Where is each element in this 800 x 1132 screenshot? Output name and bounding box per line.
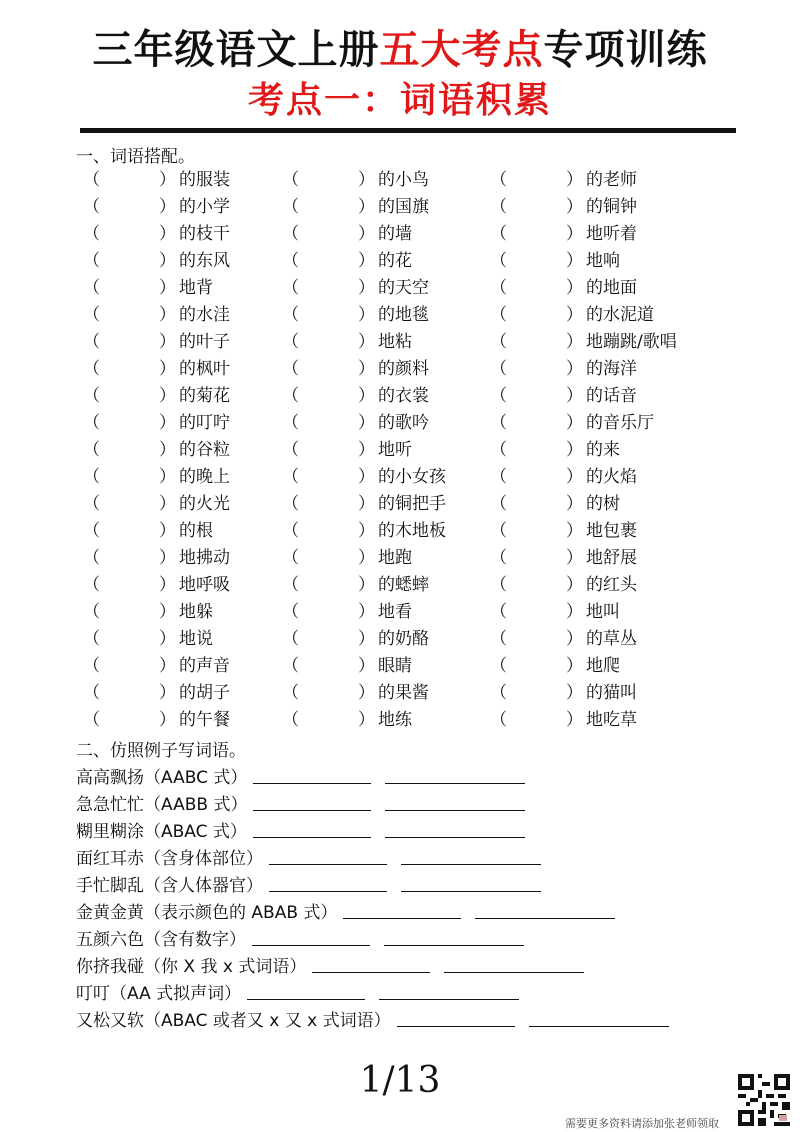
open-paren[interactable]: （: [282, 494, 299, 514]
example-line: [76, 869, 776, 896]
matching-word: 地蹦跳/歌唱: [586, 332, 677, 352]
answer-blank[interactable]: [529, 1026, 669, 1027]
answer-blank[interactable]: [247, 999, 365, 1000]
matching-word: 地背: [179, 278, 213, 298]
matching-word: 的国旗: [378, 197, 429, 217]
matching-word: 的午餐: [179, 710, 230, 730]
matching-row: [0, 437, 800, 464]
example-line: [76, 842, 776, 869]
close-paren: ）: [566, 656, 583, 676]
matching-row: [0, 410, 800, 437]
matching-row: [0, 653, 800, 680]
matching-word: 的海洋: [586, 359, 637, 379]
open-paren[interactable]: （: [282, 224, 299, 244]
open-paren[interactable]: （: [490, 602, 507, 622]
matching-word: 的铜把手: [378, 494, 446, 514]
matching-word: 地舒展: [586, 548, 637, 568]
matching-word: 的叶子: [179, 332, 230, 352]
close-paren: ）: [566, 710, 583, 730]
open-paren[interactable]: （: [282, 332, 299, 352]
matching-word: 地包裹: [586, 521, 637, 541]
matching-row: [0, 626, 800, 653]
qr-code-icon: [738, 1074, 790, 1126]
example-label: 手忙脚乱（含人体器官）: [76, 876, 263, 896]
open-paren[interactable]: （: [282, 602, 299, 622]
matching-word: 的服装: [179, 170, 230, 190]
close-paren: ）: [566, 278, 583, 298]
open-paren[interactable]: （: [83, 305, 100, 325]
example-line: [76, 923, 776, 950]
close-paren: ）: [159, 170, 176, 190]
open-paren[interactable]: （: [490, 170, 507, 190]
matching-word: 的天空: [378, 278, 429, 298]
open-paren[interactable]: （: [83, 359, 100, 379]
matching-word: 地响: [586, 251, 620, 271]
open-paren[interactable]: （: [282, 440, 299, 460]
close-paren: ）: [159, 197, 176, 217]
section2-heading: 二、仿照例子写词语。: [76, 741, 246, 761]
matching-word: 的来: [586, 440, 620, 460]
matching-word: 的话音: [586, 386, 637, 406]
title-highlight: 五大考点: [379, 27, 544, 73]
close-paren: ）: [358, 386, 375, 406]
close-paren: ）: [159, 278, 176, 298]
open-paren[interactable]: （: [282, 386, 299, 406]
close-paren: ）: [159, 467, 176, 487]
close-paren: ）: [566, 521, 583, 541]
matching-word: 的猫叫: [586, 683, 637, 703]
matching-word: 的歌吟: [378, 413, 429, 433]
answer-blank[interactable]: [444, 972, 584, 973]
matching-word: 地拂动: [179, 548, 230, 568]
matching-word: 地跑: [378, 548, 412, 568]
open-paren[interactable]: （: [83, 332, 100, 352]
open-paren[interactable]: （: [83, 656, 100, 676]
open-paren[interactable]: （: [490, 251, 507, 271]
close-paren: ）: [358, 683, 375, 703]
matching-word: 的水洼: [179, 305, 230, 325]
close-paren: ）: [358, 170, 375, 190]
close-paren: ）: [566, 413, 583, 433]
open-paren[interactable]: （: [83, 224, 100, 244]
close-paren: ）: [358, 440, 375, 460]
matching-word: 的奶酪: [378, 629, 429, 649]
example-label: 五颜六色（含有数字）: [76, 930, 246, 950]
matching-row: [0, 275, 800, 302]
matching-word: 的果酱: [378, 683, 429, 703]
open-paren[interactable]: （: [490, 575, 507, 595]
matching-word: 的铜钟: [586, 197, 637, 217]
close-paren: ）: [358, 710, 375, 730]
close-paren: ）: [566, 305, 583, 325]
matching-row: [0, 383, 800, 410]
answer-blank[interactable]: [253, 810, 371, 811]
open-paren[interactable]: （: [83, 629, 100, 649]
close-paren: ）: [159, 359, 176, 379]
answer-blank[interactable]: [385, 837, 525, 838]
close-paren: ）: [566, 224, 583, 244]
open-paren[interactable]: （: [282, 278, 299, 298]
example-label: 高高飘扬（AABC 式）: [76, 768, 248, 788]
matching-word: 的花: [378, 251, 412, 271]
close-paren: ）: [358, 548, 375, 568]
close-paren: ）: [159, 251, 176, 271]
close-paren: ）: [159, 494, 176, 514]
matching-word: 的草丛: [586, 629, 637, 649]
close-paren: ）: [159, 629, 176, 649]
matching-row: [0, 356, 800, 383]
close-paren: ）: [566, 251, 583, 271]
matching-word: 的根: [179, 521, 213, 541]
open-paren[interactable]: （: [490, 386, 507, 406]
close-paren: ）: [358, 602, 375, 622]
open-paren[interactable]: （: [490, 305, 507, 325]
matching-word: 的火焰: [586, 467, 637, 487]
matching-row: [0, 302, 800, 329]
matching-word: 的枫叶: [179, 359, 230, 379]
example-line: [76, 788, 776, 815]
matching-word: 地吃草: [586, 710, 637, 730]
example-line: [76, 896, 776, 923]
open-paren[interactable]: （: [83, 521, 100, 541]
close-paren: ）: [159, 602, 176, 622]
matching-row: [0, 329, 800, 356]
section1-heading: 一、词语搭配。: [76, 147, 195, 167]
example-label: 金黄金黄（表示颜色的 ABAB 式）: [76, 903, 338, 923]
example-line: [76, 815, 776, 842]
close-paren: ）: [159, 224, 176, 244]
matching-word: 地看: [378, 602, 412, 622]
close-paren: ）: [358, 197, 375, 217]
open-paren[interactable]: （: [282, 629, 299, 649]
close-paren: ）: [358, 224, 375, 244]
close-paren: ）: [159, 575, 176, 595]
open-paren[interactable]: （: [490, 629, 507, 649]
close-paren: ）: [358, 629, 375, 649]
example-label: 你挤我碰（你 X 我 x 式词语）: [76, 957, 307, 977]
close-paren: ）: [358, 413, 375, 433]
matching-word: 地爬: [586, 656, 620, 676]
example-label: 急急忙忙（AABB 式）: [76, 795, 248, 815]
close-paren: ）: [159, 548, 176, 568]
answer-blank[interactable]: [384, 945, 524, 946]
open-paren[interactable]: （: [282, 656, 299, 676]
open-paren[interactable]: （: [490, 683, 507, 703]
matching-word: 地粘: [378, 332, 412, 352]
open-paren[interactable]: （: [83, 197, 100, 217]
answer-blank[interactable]: [401, 891, 541, 892]
matching-word: 的火光: [179, 494, 230, 514]
close-paren: ）: [159, 683, 176, 703]
matching-word: 地听: [378, 440, 412, 460]
matching-word: 的地毯: [378, 305, 429, 325]
matching-word: 的小女孩: [378, 467, 446, 487]
close-paren: ）: [566, 440, 583, 460]
example-label: 又松又软（ABAC 或者又 x 又 x 式词语）: [76, 1011, 391, 1031]
open-paren[interactable]: （: [490, 440, 507, 460]
matching-row: [0, 248, 800, 275]
close-paren: ）: [159, 332, 176, 352]
matching-word: 的老师: [586, 170, 637, 190]
answer-blank[interactable]: [385, 783, 525, 784]
open-paren[interactable]: （: [490, 710, 507, 730]
answer-blank[interactable]: [475, 918, 615, 919]
matching-word: 的菊花: [179, 386, 230, 406]
open-paren[interactable]: （: [490, 197, 507, 217]
close-paren: ）: [159, 656, 176, 676]
matching-row: [0, 545, 800, 572]
close-paren: ）: [358, 251, 375, 271]
matching-word: 的地面: [586, 278, 637, 298]
close-paren: ）: [159, 440, 176, 460]
footer-note: 需要更多资料请添加张老师领取: [565, 1117, 719, 1130]
close-paren: ）: [566, 332, 583, 352]
title-part1: 三年级语文上册: [92, 27, 380, 73]
open-paren[interactable]: （: [282, 413, 299, 433]
example-line: [76, 761, 776, 788]
close-paren: ）: [566, 683, 583, 703]
close-paren: ）: [358, 305, 375, 325]
example-label: 糊里糊涂（ABAC 式）: [76, 822, 247, 842]
matching-word: 地练: [378, 710, 412, 730]
close-paren: ）: [566, 170, 583, 190]
matching-row: [0, 167, 800, 194]
matching-row: [0, 680, 800, 707]
matching-word: 的红头: [586, 575, 637, 595]
open-paren[interactable]: （: [83, 413, 100, 433]
close-paren: ）: [159, 413, 176, 433]
close-paren: ）: [358, 521, 375, 541]
answer-blank[interactable]: [253, 837, 371, 838]
open-paren[interactable]: （: [490, 359, 507, 379]
matching-word: 的衣裳: [378, 386, 429, 406]
page-number: 1/13: [359, 1060, 441, 1101]
matching-word: 眼睛: [378, 656, 412, 676]
answer-blank[interactable]: [385, 810, 525, 811]
answer-blank[interactable]: [252, 945, 370, 946]
example-line: [76, 950, 776, 977]
open-paren[interactable]: （: [83, 278, 100, 298]
page-subtitle: 考点一：词语积累: [247, 80, 552, 121]
matching-row: [0, 518, 800, 545]
open-paren[interactable]: （: [282, 548, 299, 568]
open-paren[interactable]: （: [490, 224, 507, 244]
matching-word: 地叫: [586, 602, 620, 622]
open-paren[interactable]: （: [83, 548, 100, 568]
close-paren: ）: [566, 548, 583, 568]
matching-word: 的小学: [179, 197, 230, 217]
close-paren: ）: [159, 710, 176, 730]
open-paren[interactable]: （: [490, 521, 507, 541]
open-paren[interactable]: （: [490, 278, 507, 298]
matching-word: 的水泥道: [586, 305, 654, 325]
matching-word: 的东风: [179, 251, 230, 271]
page-title: [0, 18, 800, 75]
example-label: 叮叮（AA 式拟声词）: [76, 984, 242, 1004]
open-paren[interactable]: （: [83, 710, 100, 730]
matching-word: 的胡子: [179, 683, 230, 703]
title-divider: [80, 128, 736, 133]
open-paren[interactable]: （: [83, 251, 100, 271]
open-paren[interactable]: （: [282, 683, 299, 703]
close-paren: ）: [566, 467, 583, 487]
answer-blank[interactable]: [269, 864, 387, 865]
matching-word: 地躲: [179, 602, 213, 622]
open-paren[interactable]: （: [490, 413, 507, 433]
close-paren: ）: [159, 386, 176, 406]
open-paren[interactable]: （: [282, 575, 299, 595]
matching-word: 的晚上: [179, 467, 230, 487]
open-paren[interactable]: （: [490, 332, 507, 352]
answer-blank[interactable]: [379, 999, 519, 1000]
close-paren: ）: [566, 386, 583, 406]
answer-blank[interactable]: [269, 891, 387, 892]
matching-word: 的颜料: [378, 359, 429, 379]
close-paren: ）: [566, 359, 583, 379]
word-matching-grid: [0, 167, 800, 734]
close-paren: ）: [358, 278, 375, 298]
close-paren: ）: [566, 197, 583, 217]
matching-row: [0, 491, 800, 518]
close-paren: ）: [566, 629, 583, 649]
matching-word: 的墙: [378, 224, 412, 244]
close-paren: ）: [566, 494, 583, 514]
open-paren[interactable]: （: [83, 386, 100, 406]
open-paren[interactable]: （: [83, 467, 100, 487]
matching-word: 的叮咛: [179, 413, 230, 433]
matching-word: 的音乐厅: [586, 413, 654, 433]
matching-word: 的木地板: [378, 521, 446, 541]
example-label: 面红耳赤（含身体部位）: [76, 849, 263, 869]
matching-word: 地呼吸: [179, 575, 230, 595]
open-paren[interactable]: （: [282, 305, 299, 325]
matching-word: 的谷粒: [179, 440, 230, 460]
open-paren[interactable]: （: [83, 575, 100, 595]
matching-row: [0, 599, 800, 626]
matching-word: 的声音: [179, 656, 230, 676]
matching-word: 地说: [179, 629, 213, 649]
matching-row: [0, 464, 800, 491]
answer-blank[interactable]: [343, 918, 461, 919]
open-paren[interactable]: （: [282, 710, 299, 730]
close-paren: ）: [358, 467, 375, 487]
open-paren[interactable]: （: [282, 197, 299, 217]
matching-word: 的小鸟: [378, 170, 429, 190]
open-paren[interactable]: （: [490, 494, 507, 514]
matching-word: 的树: [586, 494, 620, 514]
answer-blank[interactable]: [401, 864, 541, 865]
close-paren: ）: [358, 494, 375, 514]
open-paren[interactable]: （: [83, 494, 100, 514]
example-line: [76, 977, 776, 1004]
answer-blank[interactable]: [312, 972, 430, 973]
matching-row: [0, 707, 800, 734]
close-paren: ）: [358, 575, 375, 595]
matching-row: [0, 572, 800, 599]
title-part3: 专项训练: [543, 27, 708, 73]
answer-blank[interactable]: [253, 783, 371, 784]
open-paren[interactable]: （: [490, 656, 507, 676]
close-paren: ）: [159, 305, 176, 325]
open-paren[interactable]: （: [282, 170, 299, 190]
close-paren: ）: [566, 602, 583, 622]
matching-word: 地听着: [586, 224, 637, 244]
close-paren: ）: [358, 332, 375, 352]
open-paren[interactable]: （: [83, 170, 100, 190]
close-paren: ）: [358, 359, 375, 379]
matching-row: [0, 194, 800, 221]
open-paren[interactable]: （: [490, 548, 507, 568]
open-paren[interactable]: （: [282, 467, 299, 487]
matching-word: 的枝干: [179, 224, 230, 244]
open-paren[interactable]: （: [83, 683, 100, 703]
open-paren[interactable]: （: [282, 521, 299, 541]
matching-row: [0, 221, 800, 248]
close-paren: ）: [358, 656, 375, 676]
open-paren[interactable]: （: [490, 467, 507, 487]
answer-blank[interactable]: [397, 1026, 515, 1027]
example-line: [76, 1004, 776, 1031]
open-paren[interactable]: （: [282, 251, 299, 271]
open-paren[interactable]: （: [282, 359, 299, 379]
matching-word: 的蟋蟀: [378, 575, 429, 595]
close-paren: ）: [566, 575, 583, 595]
open-paren[interactable]: （: [83, 440, 100, 460]
close-paren: ）: [159, 521, 176, 541]
open-paren[interactable]: （: [83, 602, 100, 622]
